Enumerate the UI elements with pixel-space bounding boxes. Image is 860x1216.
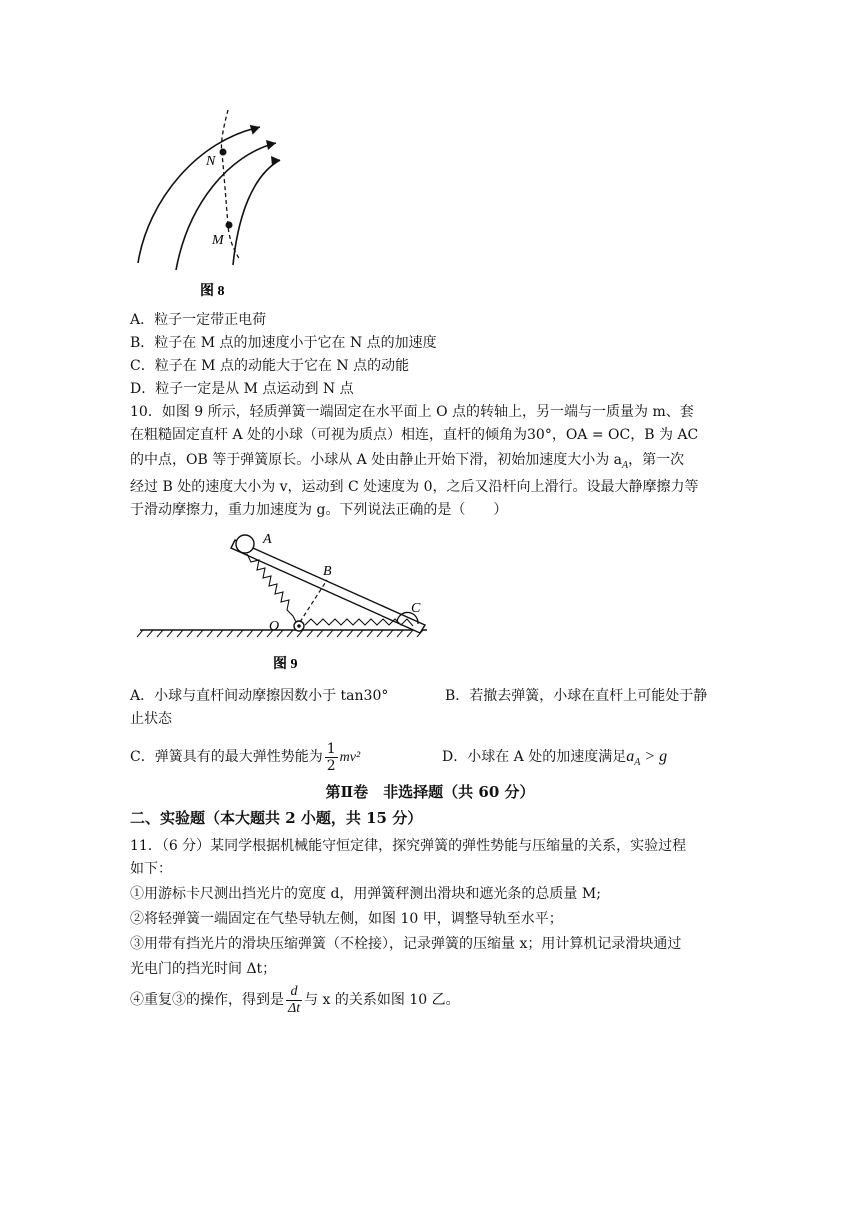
q9-option-a: A．粒子一定带正电荷: [130, 312, 267, 328]
frac-dt: Δt: [288, 1000, 301, 1016]
label-N: N: [206, 154, 216, 169]
q10-option-c: [130, 740, 360, 775]
figure-9-caption: 图 9: [273, 657, 298, 672]
q10-line-1: 10．如图 9 所示，轻质弹簧一端固定在水平面上 O 点的转轴上，另一端与一质量为 m、套: [130, 404, 694, 420]
label-O: O: [269, 619, 280, 634]
figure-9: [135, 530, 435, 675]
fraction-d-dt: [286, 984, 302, 1017]
ground-hatch: [137, 630, 423, 637]
q11-step-1: ①用游标卡尺测出挡光片的宽度 d，用弹簧秤测出滑块和遮光条的总质量 M;: [130, 886, 601, 902]
dashed-OB: [300, 580, 327, 622]
q11-step-2: ②将轻弹簧一端固定在气垫导轨左侧，如图 10 甲，调整导轨至水平；: [130, 911, 563, 927]
q11-step-3a: ③用带有挡光片的滑块压缩弹簧（不栓接），记录弹簧的压缩量 x；用计算机记录滑块通过: [130, 936, 682, 952]
q10-line-3-sub: A: [622, 459, 629, 471]
q10-option-b: B．若撤去弹簧，小球在直杆上可能处于静: [445, 688, 708, 704]
q10-line-3-end: ，第一次: [628, 452, 685, 468]
q10-line-5: 于滑动摩擦力，重力加速度为 g。下列说法正确的是（ ）: [130, 502, 508, 518]
q10-line-4: 经过 B 处的速度大小为 v，运动到 C 处速度为 0，之后又沿杆向上滑行。设最大静摩擦力等: [130, 479, 699, 495]
q11-line-1: 11．（6 分）某同学根据机械能守恒定律，探究弹簧的弹性势能与压缩量的关系，实验过程: [130, 838, 687, 854]
figure-8-caption: 图 8: [200, 284, 225, 299]
field-line-1: [138, 127, 260, 263]
ball-A: [236, 535, 254, 553]
q11-step-4-end: 与 x 的关系如图 10 乙。: [304, 992, 460, 1008]
label-M: M: [212, 233, 224, 248]
q10-option-d-sub: A: [634, 756, 641, 768]
q10-line-3-text: 的中点，OB 等于弹簧原长。小球从 A 处由静止开始下滑，初始加速度大小为 a: [130, 452, 623, 468]
q10-option-d-text: D．小球在 A 处的加速度满足: [442, 749, 627, 765]
arrow-head-1: [250, 124, 261, 135]
frac-d: d: [286, 984, 302, 1001]
field-line-3: [233, 160, 280, 265]
q11-step-4: [130, 980, 460, 1020]
label-B: B: [323, 564, 332, 579]
q10-option-d: [442, 740, 667, 780]
q9-option-d: D．粒子一定是从 M 点运动到 N 点: [130, 381, 354, 397]
point-N: [220, 149, 227, 156]
label-A: A: [263, 532, 272, 547]
q10-line-3: [130, 450, 684, 476]
frac-den: 2: [326, 757, 336, 774]
q10-option-b-cont: 止状态: [130, 711, 172, 727]
q11-step-3b: 光电门的挡光时间 Δt；: [130, 961, 277, 977]
part-2-title: 二、实验题（本大题共 2 小题，共 15 分）: [130, 809, 423, 827]
q10-option-c-math: mv²: [339, 750, 361, 765]
q10-option-c-text: C．弹簧具有的最大弹性势能为: [130, 749, 323, 765]
q9-option-b: B．粒子在 M 点的加速度小于它在 N 点的加速度: [130, 335, 437, 351]
arrow-head-2: [266, 140, 276, 150]
section-2-title: 第Ⅱ卷 非选择题（共 60 分）: [325, 783, 535, 801]
inclined-rod: [231, 540, 425, 633]
q11-step-4-text: ④重复③的操作，得到是: [130, 992, 284, 1008]
q10-line-2: 在粗糙固定直杆 A 处的小球（可视为质点）相连，直杆的倾角为30°，OA = OC，B 为 AC: [130, 427, 699, 443]
frac-num: 1: [326, 740, 336, 757]
field-line-2: [176, 143, 276, 270]
q10-option-d-post: > g: [640, 748, 668, 765]
q10-option-a: A．小球与直杆间动摩擦因数小于 tan30°: [130, 688, 389, 704]
q11-line-2: 如下：: [130, 861, 172, 877]
arrow-head-3: [271, 156, 280, 166]
point-M: [226, 222, 233, 229]
figure-8: [128, 105, 298, 305]
fraction-half: [325, 741, 338, 774]
q10-option-d-a: a: [626, 748, 635, 765]
q9-option-c: C．粒子在 M 点的动能大于它在 N 点的动能: [130, 358, 410, 374]
label-C: C: [411, 601, 421, 616]
